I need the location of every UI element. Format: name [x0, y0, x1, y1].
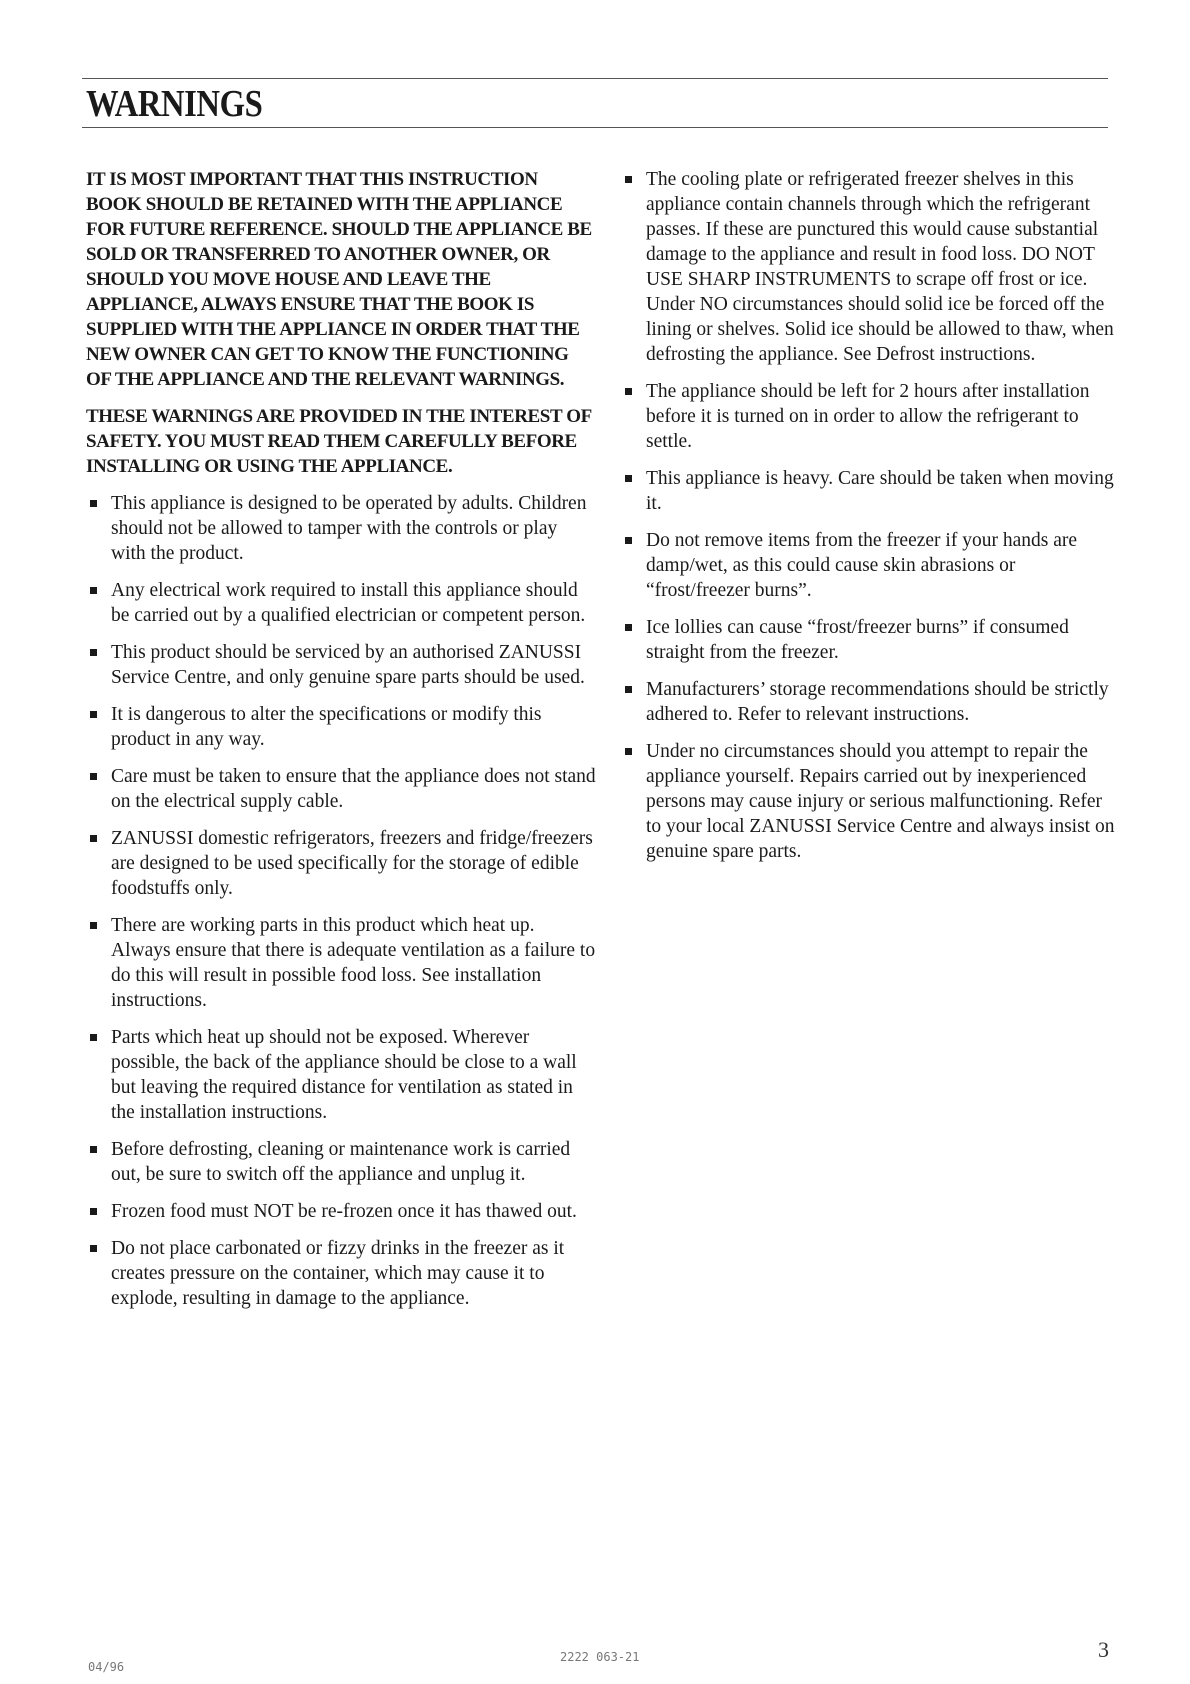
list-item: [86, 1199, 596, 1224]
list-item-text: ZANUSSI domestic refrigerators, freezers and fridge/freezers are designed to be used specifically for the storage of edible foodstuffs only.: [111, 828, 593, 899]
footer-part-number: 2222 063-21: [560, 1650, 640, 1664]
title-underline: [82, 127, 1108, 128]
list-item: [86, 1236, 596, 1311]
list-item-text: This product should be serviced by an authorised ZANUSSI Service Centre, and only genuine spare parts should be used.: [111, 642, 585, 688]
right-column: [621, 167, 1116, 876]
list-item: [86, 913, 596, 1013]
list-item: [86, 764, 596, 814]
bullet-icon: [625, 176, 632, 183]
list-item: [621, 615, 1116, 665]
list-item-text: Ice lollies can cause “frost/freezer burns” if consumed straight from the freezer.: [646, 617, 1069, 663]
right-warning-list: [621, 167, 1116, 864]
safety-notice: THESE WARNINGS ARE PROVIDED IN THE INTEREST OF SAFETY. YOU MUST READ THEM CAREFULLY BEFORE INSTALLING OR USING THE APPLIANCE.: [86, 406, 592, 477]
bullet-icon: [625, 748, 632, 755]
bullet-icon: [625, 624, 632, 631]
left-warning-list: [86, 491, 596, 1311]
list-item: [86, 578, 596, 628]
list-item: [621, 466, 1116, 516]
list-item: [621, 739, 1116, 864]
bullet-icon: [90, 500, 97, 507]
list-item-text: Frozen food must NOT be re-frozen once it has thawed out.: [111, 1201, 577, 1222]
bullet-icon: [90, 1146, 97, 1153]
page-number: 3: [1098, 1637, 1109, 1662]
bullet-icon: [90, 1208, 97, 1215]
list-item: [86, 491, 596, 566]
bullet-icon: [625, 388, 632, 395]
list-item-text: The appliance should be left for 2 hours after installation before it is turned on in order to allow the refrigerant to settle.: [646, 381, 1090, 452]
list-item: [621, 677, 1116, 727]
bullet-icon: [90, 922, 97, 929]
bullet-icon: [625, 475, 632, 482]
bullet-icon: [90, 711, 97, 718]
list-item-text: This appliance is heavy. Care should be taken when moving it.: [646, 468, 1114, 514]
list-item-text: Care must be taken to ensure that the appliance does not stand on the electrical supply cable.: [111, 766, 596, 812]
top-rule: [82, 78, 1108, 79]
list-item-text: Under no circumstances should you attempt to repair the appliance yourself. Repairs carried out by inexperienced persons may cause injury or serious malfunctioning. Refer to your local ZANUSSI Service Centre and always insist on genuine spare parts.: [646, 741, 1115, 862]
bullet-icon: [90, 835, 97, 842]
bullet-icon: [625, 686, 632, 693]
list-item: [86, 826, 596, 901]
bullet-icon: [90, 587, 97, 594]
list-item-text: There are working parts in this product which heat up. Always ensure that there is adequate ventilation as a failure to do this will result in possible food loss. See installation instructions.: [111, 915, 596, 1011]
list-item: [621, 528, 1116, 603]
bullet-icon: [90, 1034, 97, 1041]
bullet-icon: [625, 537, 632, 544]
list-item-text: Manufacturers’ storage recommendations should be strictly adhered to. Refer to relevant instructions.: [646, 679, 1109, 725]
list-item-text: Parts which heat up should not be exposed. Wherever possible, the back of the appliance should be close to a wall but leaving the required distance for ventilation as stated in the installation instructions.: [111, 1027, 577, 1123]
left-column: [86, 167, 596, 1323]
list-item-text: Do not place carbonated or fizzy drinks in the freezer as it creates pressure on the container, which may cause it to explode, resulting in damage to the appliance.: [111, 1238, 565, 1309]
list-item: [86, 702, 596, 752]
list-item-text: Before defrosting, cleaning or maintenance work is carried out, be sure to switch off the appliance and unplug it.: [111, 1139, 571, 1185]
page-title: WARNINGS: [86, 83, 263, 125]
retain-book-notice: IT IS MOST IMPORTANT THAT THIS INSTRUCTION BOOK SHOULD BE RETAINED WITH THE APPLIANCE FOR FUTURE REFERENCE. SHOULD THE APPLIANCE BE SOLD OR TRANSFERRED TO ANOTHER OWNER, OR SHOULD YOU MOVE HOUSE AND LEAVE THE APPLIANCE, ALWAYS ENSURE THAT THE BOOK IS SUPPLIED WITH THE APPLIANCE IN ORDER THAT THE NEW OWNER CAN GET TO KNOW THE FUNCTIONING OF THE APPLIANCE AND THE RELEVANT WARNINGS.: [86, 169, 592, 390]
list-item: [86, 1137, 596, 1187]
bullet-icon: [90, 773, 97, 780]
list-item: [86, 640, 596, 690]
list-item-text: It is dangerous to alter the specifications or modify this product in any way.: [111, 704, 542, 750]
bullet-icon: [90, 1245, 97, 1252]
list-item-text: The cooling plate or refrigerated freezer shelves in this appliance contain channels through which the refrigerant passes. If these are punctured this would cause substantial damage to the appliance and result in food loss. DO NOT USE SHARP INSTRUMENTS to scrape off frost or ice. Under NO circumstances should solid ice be forced off the lining or shelves. Solid ice should be allowed to thaw, when defrosting the appliance. See Defrost instructions.: [646, 169, 1114, 365]
list-item-text: Do not remove items from the freezer if your hands are damp/wet, as this could cause skin abrasions or “frost/freezer burns”.: [646, 530, 1077, 601]
list-item-text: Any electrical work required to install this appliance should be carried out by a qualified electrician or competent person.: [111, 580, 586, 626]
bullet-icon: [90, 649, 97, 656]
list-item: [621, 379, 1116, 454]
list-item: [86, 1025, 596, 1125]
list-item-text: This appliance is designed to be operated by adults. Children should not be allowed to tamper with the controls or play with the product.: [111, 493, 587, 564]
list-item: [621, 167, 1116, 367]
footer-date-code: 04/96: [88, 1660, 125, 1674]
